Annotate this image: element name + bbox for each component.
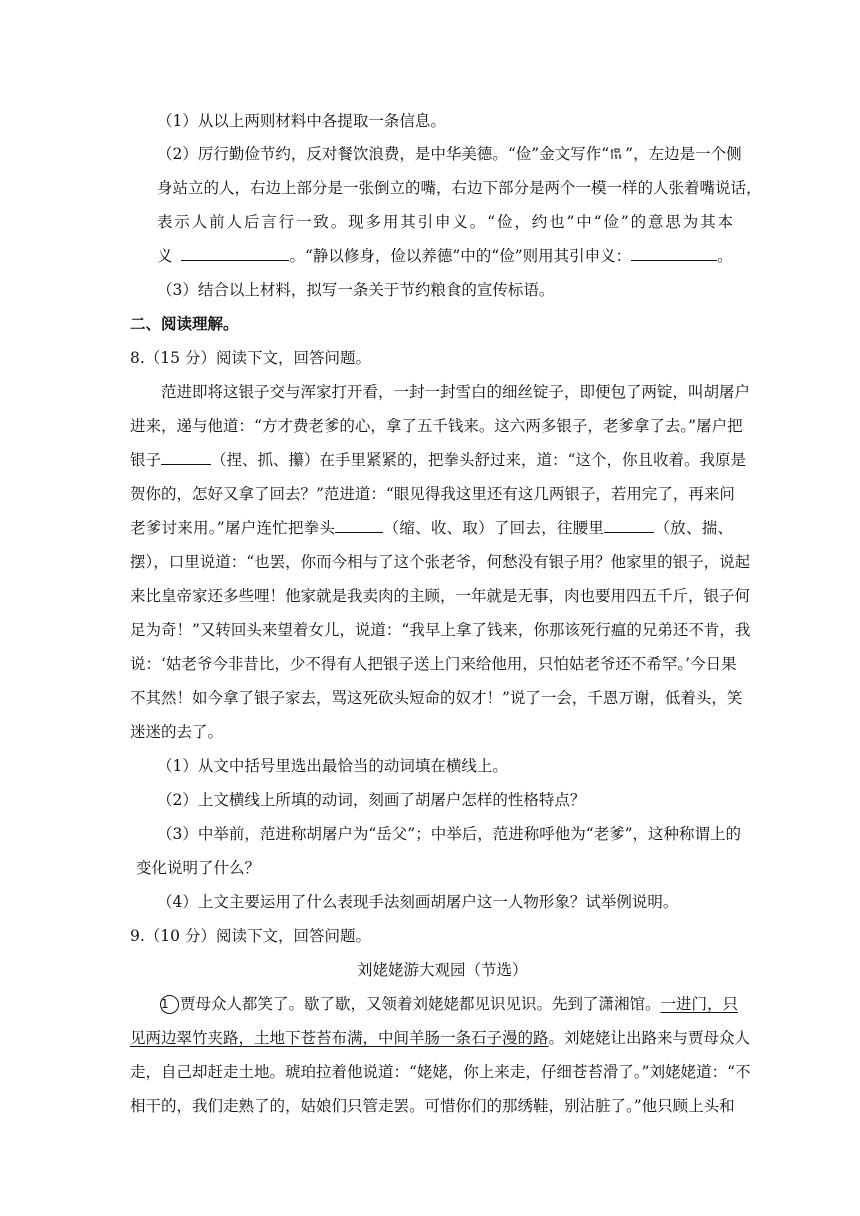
q9-header: 9.（10 分）阅读下文，回答问题。 <box>130 927 371 945</box>
q8-sub3: （3）中举前，范进称胡屠户为“岳父”；中举后，范进称呼他为“老爹”，这种称谓上的 <box>157 825 742 843</box>
q8-sub2: （2）上文横线上所填的动词，刻画了胡屠户怎样的性格特点？ <box>157 791 586 809</box>
q8-text-line: 贺你的，怎好又拿了回去？”范进道：“眼见得我这里还有这几两银子，若用完了，再来问 <box>130 485 735 503</box>
q8-text-line: 说：‘姑老爷今非昔比，少不得有人把银子送上门来给他用，只怕姑老爷还不希罕。’今日果 <box>130 655 737 673</box>
underlined-sentence: 见两边翠竹夹路，土地下苍苔布满，中间羊肠一条石子漫的路 <box>130 1029 549 1047</box>
q7-sub2-line2: 身站立的人，右边上部分是一张倒立的嘴，右边下部分是两个一模一样的人张着嘴说话， <box>157 179 762 197</box>
underlined-sentence: 一进门，只 <box>660 995 739 1013</box>
answer-blank[interactable] <box>181 246 289 261</box>
q8-text-line: 进来，递与他道：“方才费老爹的心，拿了五千钱来。这六两多银子，老爹拿了去。”屠户把 <box>130 417 743 435</box>
q8-text-line: 老爹讨来用。”屠户连忙把拳头 （缩、收、取）了回去，往腰里 （放、揣、 <box>130 519 733 537</box>
q9-text-line: 相干的，我们走熟了的，姑娘们只管走罢。可惜你们的那绣鞋，别沾脏了。”他只顾上头和 <box>130 1097 735 1115</box>
q8-sub3-cont: 变化说明了什么？ <box>136 859 261 877</box>
q7-sub1: （1）从以上两则材料中各提取一条信息。 <box>157 112 446 130</box>
q8-sub4: （4）上文主要运用了什么表现手法刻画胡屠户这一人物形象？试举例说明。 <box>157 893 679 911</box>
q8-text-line: 摆），口里说道：“也罢，你而今相与了这个张老爷，何愁没有银子用？他家里的银子，说起 <box>130 553 751 571</box>
q8-header: 8.（15 分）阅读下文，回答问题。 <box>130 349 371 367</box>
answer-blank[interactable] <box>335 518 383 533</box>
answer-blank[interactable] <box>631 246 717 261</box>
q7-sub2-line1: （2）厉行勤俭节约，反对餐饮浪费，是中华美德。“俭”金文写作“ ”，左边是一个侧 <box>157 145 742 163</box>
q7-sub3: （3）结合以上材料，拟写一条关于节约粮食的宣传标语。 <box>157 281 555 299</box>
q7-sub2-line4: 义 。“静以修身，俭以养德”中的“俭”则用其引申义： 。 <box>157 247 733 265</box>
answer-blank[interactable] <box>604 518 654 533</box>
q9-text-line: 走，自己却赶走土地。琥珀拉着他说道：“姥姥，你上来走，仔细苍苔滑了。”刘姥姥道：“不 <box>130 1063 751 1081</box>
q8-text-line: 足为奇！”又转回头来望着女儿，说道：“我早上拿了钱来，你那该死行瘟的兄弟还不肯，我 <box>130 621 751 639</box>
q7-sub2-line3: 表示人前人后言行一致。现多用其引申义。“俭，约也”中“俭”的意思为其本 <box>157 213 733 231</box>
q8-text-line: 不其然！如今拿了银子家去，骂这死砍头短命的奴才！”说了一会，千恩万谢，低着头，笑 <box>130 689 743 707</box>
q8-text-line: 迷迷的去了。 <box>130 723 224 741</box>
q9-text-line: 1 贾母众人都笑了。歇了歇，又领着刘姥姥都见识见识。先到了潇湘馆。一进门，只 <box>161 995 739 1013</box>
q8-text-line: 银子 （捏、抓、攥）在手里紧紧的，把拳头舒过来，道：“这个，你且收着。我原是 <box>130 451 746 469</box>
section-heading: 二、阅读理解。 <box>130 314 239 333</box>
answer-blank[interactable] <box>161 450 211 465</box>
q8-sub1: （1）从文中括号里选出最恰当的动词填在横线上。 <box>157 757 508 775</box>
passage-title: 刘姥姥游大观园（节选） <box>357 961 528 979</box>
q8-text-line: 范进即将这银子交与浑家打开看，一封一封雪白的细丝锭子，即便包了两锭，叫胡屠户 <box>161 383 751 401</box>
q9-text-line: 见两边翠竹夹路，土地下苍苔布满，中间羊肠一条石子漫的路。刘姥姥让出路来与贾母众人 <box>130 1029 751 1047</box>
ancient-character-icon <box>610 145 624 159</box>
q8-text-line: 来比皇帝家还多些哩！他家就是我卖肉的主顾，一年就是无事，肉也要用四五千斤，银子何 <box>130 587 751 605</box>
paragraph-number: 1 <box>160 995 179 1014</box>
